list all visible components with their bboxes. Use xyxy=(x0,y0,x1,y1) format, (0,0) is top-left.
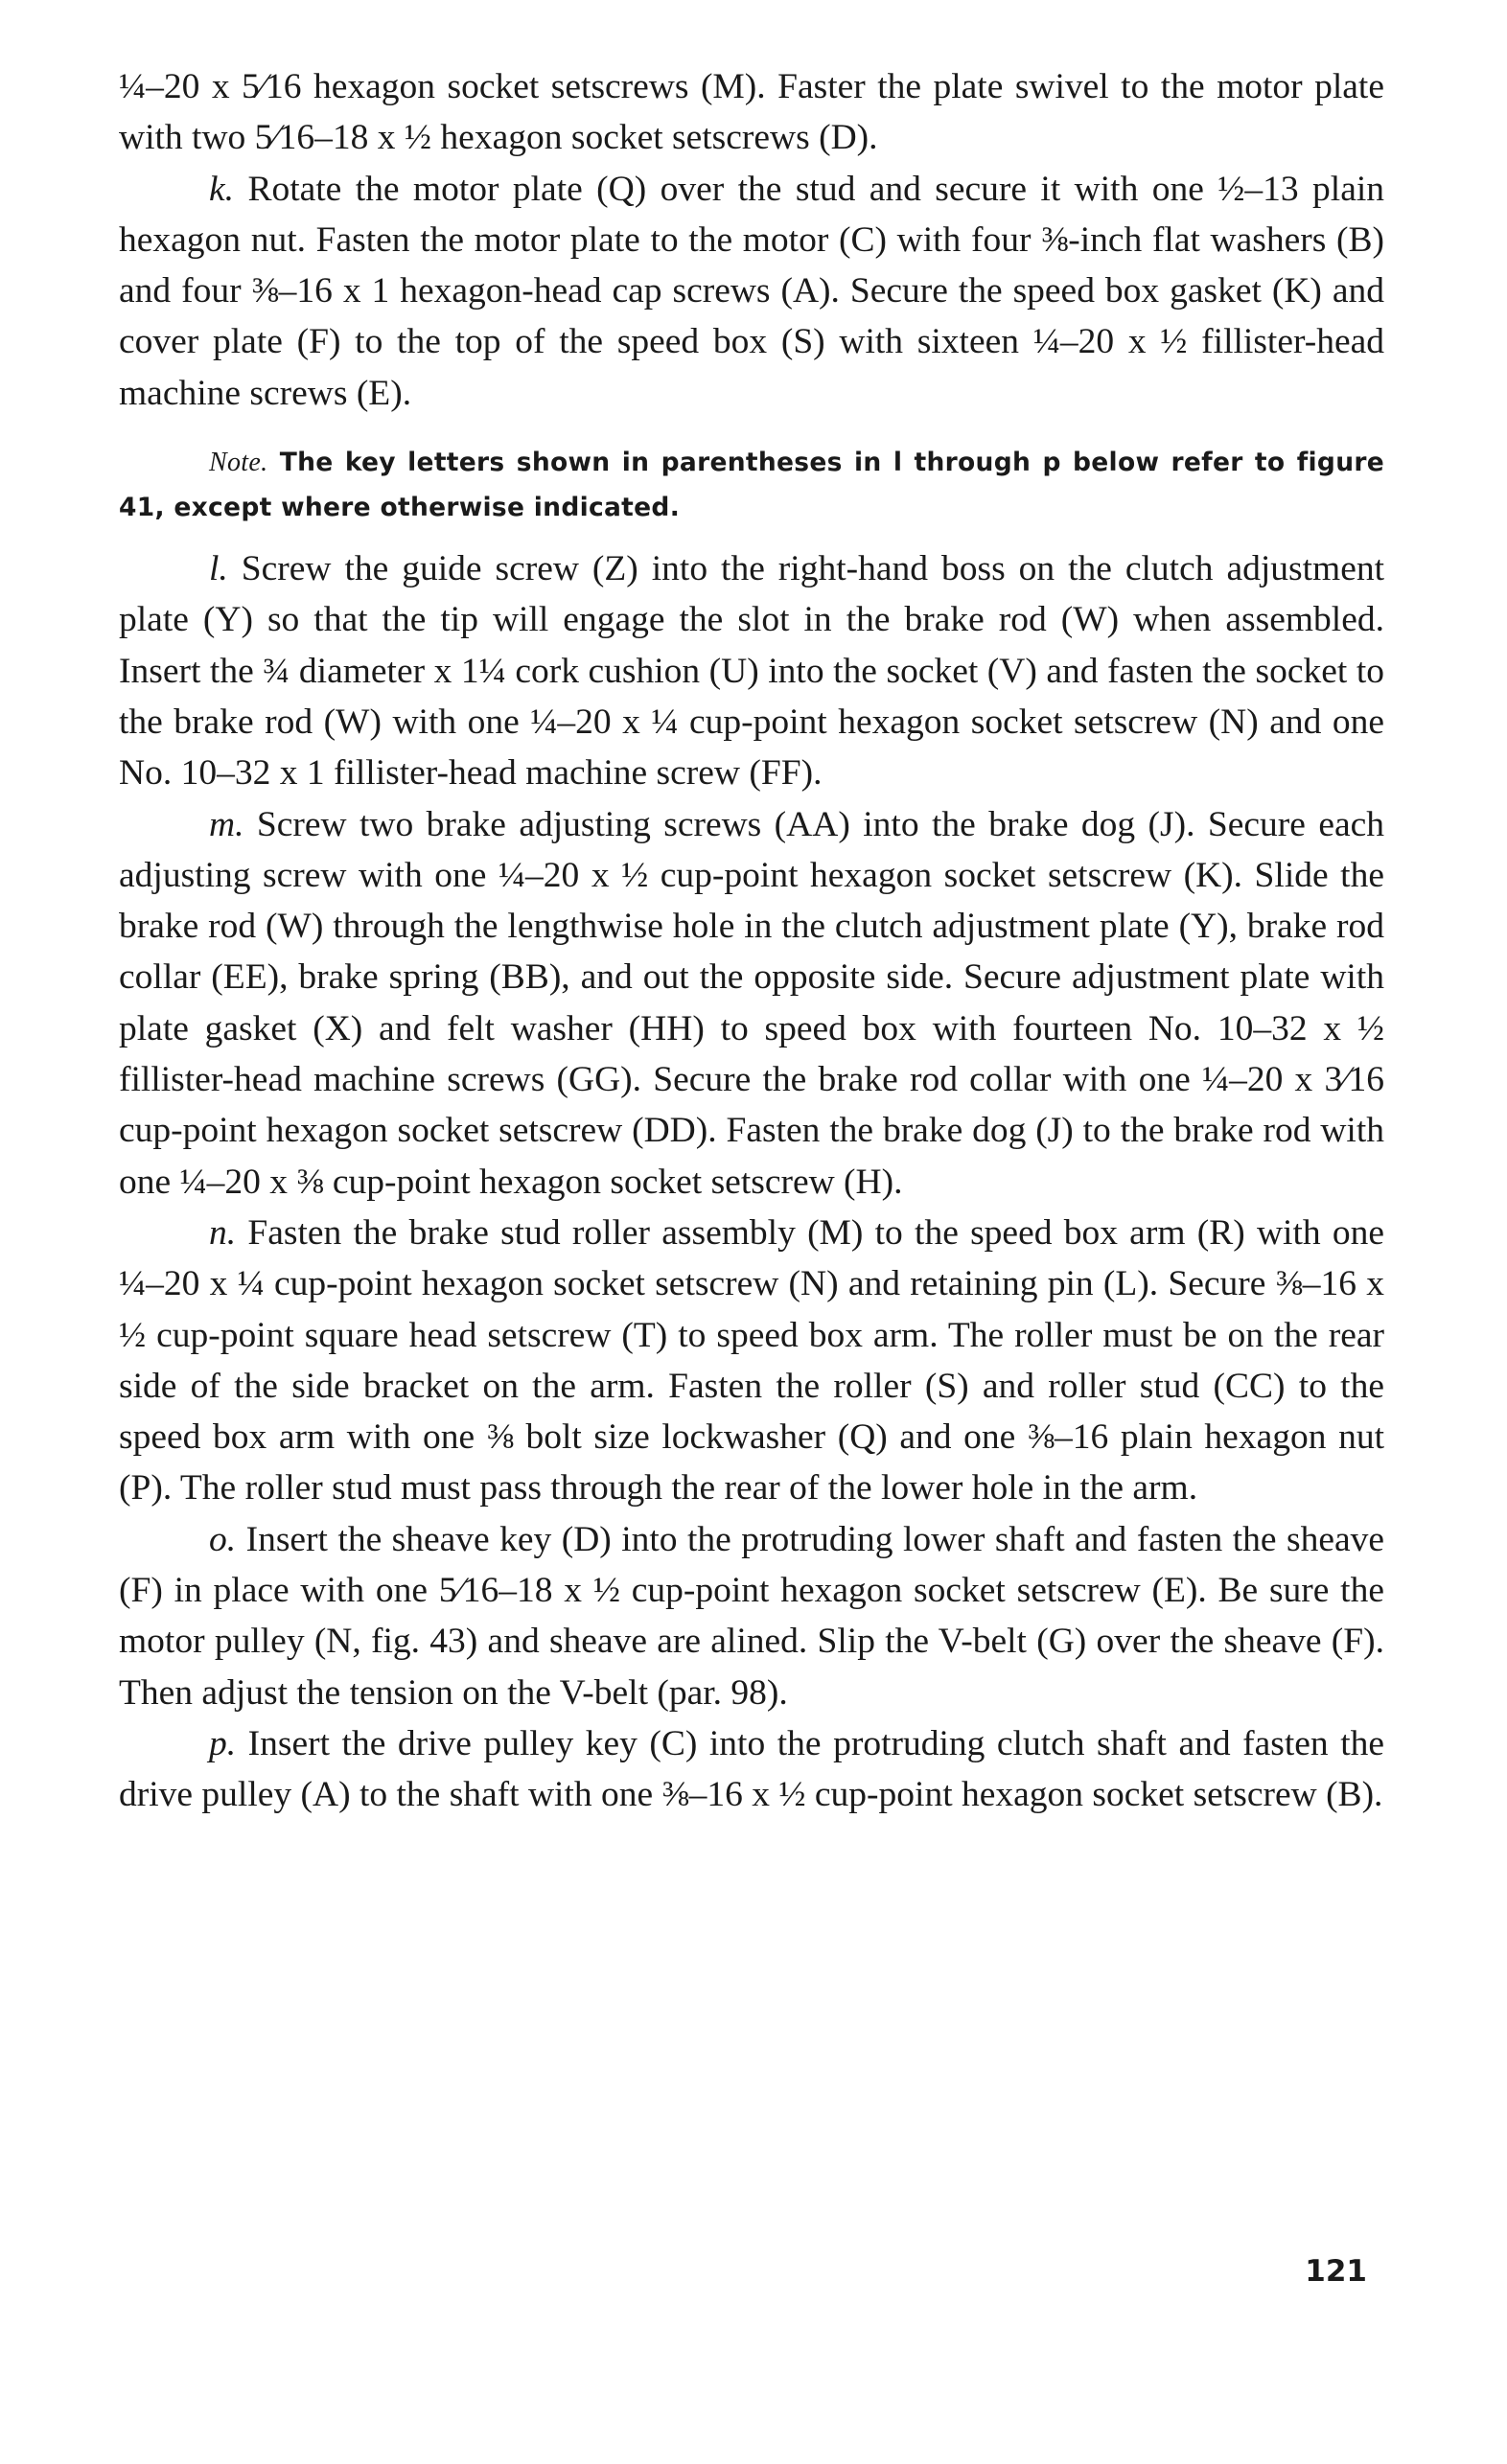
paragraph-text: ¼–20 x 5⁄16 hexagon socket setscrews (M). Faster the plate swivel to the motor plate with two 5⁄16–18 x ½ hexagon socket setscrews (D). xyxy=(119,67,1384,158)
step-text: Fasten the brake stud roller assembly (M) to the speed box arm (R) with one ¼–20 x ¼ cup-point hexagon socket setscrew (N) and retaining pin (L). Secure ⅜–16 x ½ cup-point square head setscrew (T) to speed box arm. The roller must be on the rear side of the side bracket on the arm. Fasten the roller (S) and roller stud (CC) to the speed box arm with one ⅜ bolt size lockwasher (Q) and one ⅜–16 plain hexagon nut (P). The roller stud must pass through the rear of the lower hole in the arm. xyxy=(119,1212,1384,1508)
note-label: Note. xyxy=(209,448,268,478)
page-number: 121 xyxy=(1305,2254,1367,2289)
step-label: l. xyxy=(209,549,228,589)
step-p xyxy=(119,1718,1384,1821)
step-k xyxy=(119,164,1384,419)
paragraph-continued xyxy=(119,61,1384,164)
step-label: o. xyxy=(209,1519,237,1559)
step-o xyxy=(119,1514,1384,1718)
step-text: Insert the drive pulley key (C) into the protruding clutch shaft and fasten the drive pulley (A) to the shaft with one ⅜–16 x ½ cup-point hexagon socket setscrew (B). xyxy=(119,1723,1385,1815)
step-m xyxy=(119,799,1384,1208)
step-l xyxy=(119,543,1384,798)
step-label: p. xyxy=(209,1723,237,1763)
step-label: m. xyxy=(209,804,244,844)
step-label: n. xyxy=(209,1212,237,1253)
step-n xyxy=(119,1208,1384,1514)
step-text: Screw the guide screw (Z) into the right-hand boss on the clutch adjustment plate (Y) so that the tip will engage the slot in the brake rod (W) when assembled. Insert the ¾ diameter x 1¼ cork cushion (U) into the socket (V) and fasten the socket to the brake rod (W) with one ¼–20 x ¼ cup-point hexagon socket setscrew (N) and one No. 10–32 x 1 fillister-head machine screw (FF). xyxy=(119,549,1385,794)
document-body xyxy=(119,61,1384,1821)
step-text: Insert the sheave key (D) into the protruding lower shaft and fasten the sheave (F) in place with one 5⁄16–18 x ½ cup-point hexagon socket setscrew (E). Be sure the motor pulley (N, fig. 43) and sheave are alined. Slip the V-belt (G) over the sheave (F). Then adjust the tension on the V-belt (par. 98). xyxy=(119,1519,1385,1713)
step-label: k. xyxy=(209,169,235,209)
note xyxy=(119,440,1384,530)
note-text: The key letters shown in parentheses in l through p below refer to figure 41, except where otherwise indicated. xyxy=(119,448,1384,523)
step-text: Rotate the motor plate (Q) over the stud and secure it with one ½–13 plain hexagon nut. Fasten the motor plate to the motor (C) with four ⅜-inch flat washers (B) and four ⅜–16 x 1 hexagon-head cap screws (A). Secure the speed box gasket (K) and cover plate (F) to the top of the speed box (S) with sixteen ¼–20 x ½ fillister-head machine screws (E). xyxy=(119,169,1385,413)
step-text: Screw two brake adjusting screws (AA) into the brake dog (J). Secure each adjusting screw with one ¼–20 x ½ cup-point hexagon socket setscrew (K). Slide the brake rod (W) through the lengthwise hole in the clutch adjustment plate (Y), brake rod collar (EE), brake spring (BB), and out the opposite side. Secure adjustment plate with plate gasket (X) and felt washer (HH) to speed box with fourteen No. 10–32 x ½ fillister-head machine screws (GG). Secure the brake rod collar with one ¼–20 x 3⁄16 cup-point hexagon socket setscrew (DD). Fasten the brake dog (J) to the brake rod with one ¼–20 x ⅜ cup-point hexagon socket setscrew (H). xyxy=(119,804,1384,1202)
